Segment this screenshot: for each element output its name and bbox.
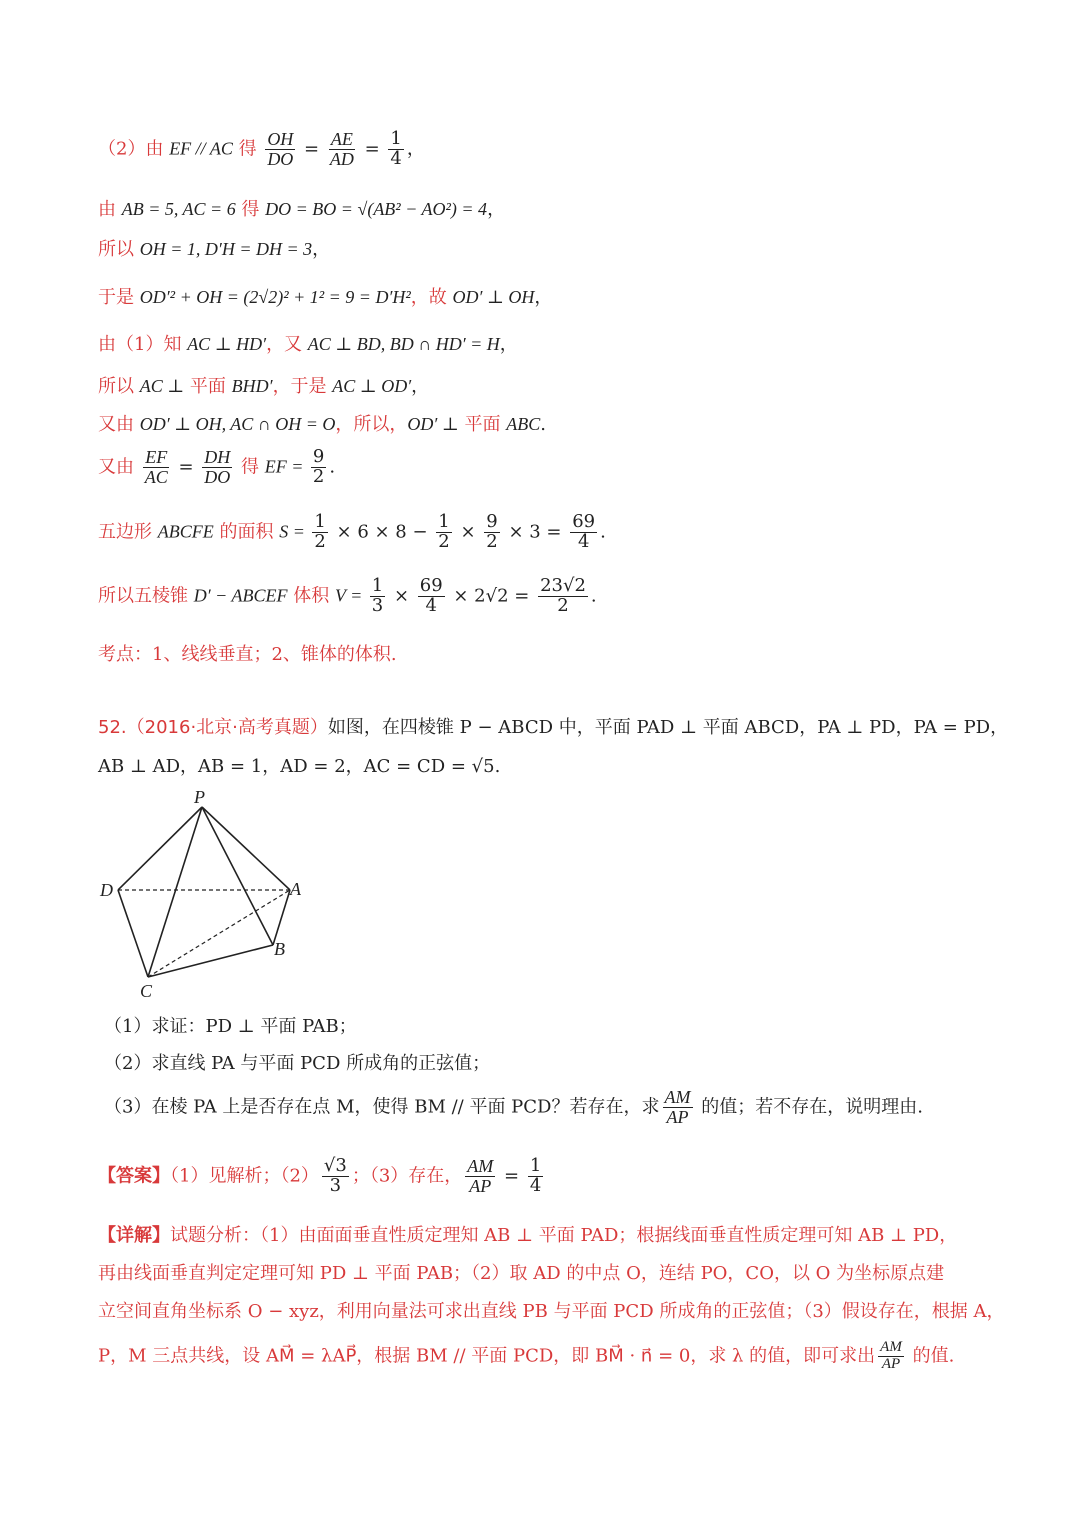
text: ，故 [410, 287, 453, 308]
text: 体积 [287, 585, 335, 607]
text: 平面 [184, 376, 232, 397]
text: ，于是 [272, 376, 333, 397]
problem-number: 52. [98, 717, 127, 738]
answer-line [98, 1157, 546, 1196]
solution-line-1 [98, 130, 425, 169]
numerator: 23√2 [540, 575, 586, 596]
vertex-label-C: C [140, 981, 153, 1001]
numerator: AM [880, 1339, 902, 1355]
punct: ， [499, 334, 518, 355]
detail-line-2: 再由线面垂直判定定理可知 PD ⊥ 平面 PAB；（2）取 AD 的中点 O，连结 PO，CO，以 O 为坐标原点建 [98, 1263, 945, 1284]
answer-tag: 【答案】 [98, 1165, 170, 1187]
detail-line-3: 立空间直角坐标系 O − xyz，利用向量法可求出直线 PB 与平面 PCD 所成角的正弦值；（3）假设存在，根据 A， [98, 1301, 1005, 1322]
problem-conditions: AB ⊥ AD，AB = 1，AD = 2，AC = CD = √5. [98, 756, 501, 777]
math: × 3 = [502, 521, 568, 543]
math: × 2√2 = [447, 585, 536, 607]
fraction [388, 130, 403, 169]
punct: . [540, 414, 546, 435]
fraction [322, 1157, 349, 1196]
math: EF = [264, 456, 308, 477]
fraction [370, 577, 385, 616]
numerator: 1 [371, 575, 384, 596]
math: × [388, 585, 415, 607]
punct: ， [534, 287, 553, 308]
detail-line-4 [98, 1340, 954, 1373]
denominator: AP [881, 1355, 901, 1372]
text: （2）由 [98, 138, 170, 160]
equals: = [358, 138, 386, 160]
vertex-label-B: B [274, 939, 285, 959]
question-2: （2）求直线 PA 与平面 PCD 所成角的正弦值； [104, 1053, 491, 1074]
denominator: 3 [371, 594, 384, 616]
text: P，M 三点共线，设 AM⃗ = λAP⃗，根据 BM // 平面 PCD，即 BM⃗ · n⃗ = 0，求 λ 的值，即可求出 [98, 1345, 876, 1367]
detail-tag: 【详解】 [98, 1225, 170, 1246]
math: BHD′ [231, 376, 273, 396]
question-1: （1）求证：PD ⊥ 平面 PAB； [104, 1016, 357, 1037]
solution-line-7 [98, 410, 546, 436]
numerator: 1 [390, 128, 402, 149]
text: ，又 [266, 334, 308, 355]
text: 的面积 [213, 521, 280, 543]
fraction [312, 513, 327, 552]
text: （1）见解析；（2） [170, 1165, 319, 1187]
numerator: 9 [312, 446, 325, 467]
solution-line-3 [98, 235, 330, 261]
denominator: 2 [438, 530, 450, 552]
denominator: 4 [577, 530, 590, 552]
fraction [484, 513, 499, 552]
fraction [311, 448, 326, 487]
text: 又由 [98, 414, 140, 435]
numerator: 69 [419, 575, 443, 596]
numerator: 1 [438, 511, 450, 532]
denominator: 3 [329, 1174, 342, 1196]
fraction [528, 1157, 543, 1196]
problem-source: （2016·北京·高考真题） [126, 717, 328, 738]
edge-PA [202, 807, 290, 890]
numerator: 1 [314, 511, 326, 532]
text: ，所以， [335, 414, 408, 435]
text: 得 [232, 138, 263, 160]
math: × 6 × 8 − [330, 521, 434, 543]
fraction [265, 130, 295, 169]
text: 的值. [906, 1345, 955, 1367]
fraction [436, 513, 451, 552]
punct: . [600, 521, 606, 543]
fraction [418, 577, 445, 616]
numerator: 69 [572, 511, 596, 532]
fraction [538, 577, 588, 616]
math: ABCFE [157, 521, 214, 542]
denominator: AP [469, 1175, 492, 1196]
fraction [663, 1088, 693, 1127]
text: 由 [98, 199, 122, 220]
punct: . [329, 456, 336, 478]
solution-line-10 [98, 577, 597, 616]
problem-header [98, 713, 1008, 739]
numerator: 9 [486, 511, 498, 532]
text: 于是 [98, 287, 140, 308]
solution-knowledge-points: 考点：1、线线垂直；2、锥体的体积. [98, 644, 397, 665]
numerator: OH [267, 129, 294, 149]
fraction [570, 513, 597, 552]
math: ABC [506, 414, 541, 434]
solution-line-2 [98, 195, 505, 221]
numerator: AE [330, 129, 353, 149]
hidden-edge-CA [148, 890, 290, 977]
math: OD′ ⊥ [407, 414, 459, 434]
denominator: 2 [486, 530, 498, 552]
vertex-label-A: A [290, 879, 301, 899]
punct: ， [411, 376, 430, 397]
text: 所以 [98, 239, 140, 260]
equals: = [298, 138, 325, 160]
edge-CB [148, 945, 273, 977]
solution-line-6 [98, 372, 429, 398]
text: ；（3）存在， [351, 1165, 463, 1187]
pyramid-figure [90, 785, 320, 1005]
math: S = [279, 521, 310, 542]
math: OH = 1, D′H = DH = 3 [139, 239, 313, 259]
text: 所以五棱锥 [98, 585, 194, 607]
math: OD′ ⊥ OH [452, 287, 535, 307]
denominator: AP [666, 1106, 689, 1127]
math: × [454, 521, 482, 543]
solution-line-4 [98, 283, 552, 309]
numerator: AM [467, 1156, 494, 1176]
denominator: 2 [312, 465, 325, 487]
numerator: DH [204, 447, 231, 467]
math: EF // AC [169, 138, 233, 159]
text: 由（1）知 [98, 334, 188, 355]
numerator: √3 [323, 1155, 347, 1176]
numerator: AM [664, 1087, 691, 1107]
punct: ， [406, 138, 425, 160]
math: AC ⊥ BD, BD ∩ HD′ = H [307, 334, 500, 354]
vertex-label-P: P [194, 787, 205, 807]
solution-line-9 [98, 513, 606, 552]
text: 又由 [98, 456, 140, 478]
edge-PC [148, 807, 202, 977]
text: 得 [235, 456, 265, 478]
fraction [143, 448, 170, 487]
denominator: 2 [314, 530, 326, 552]
denominator: AC [144, 466, 168, 487]
math: OD′² + OH = (2√2)² + 1² = 9 = D′H² [139, 287, 411, 307]
equals: = [498, 1165, 525, 1187]
denominator: DO [267, 148, 294, 169]
text: 平面 [458, 414, 507, 435]
solution-line-8 [98, 448, 335, 487]
equals: = [172, 456, 200, 478]
math: AC ⊥ OD′ [332, 376, 412, 396]
punct: ， [312, 239, 331, 260]
fraction [328, 130, 356, 169]
denominator: DO [204, 466, 231, 487]
math: OD′ ⊥ OH, AC ∩ OH = O [139, 414, 336, 434]
punct: ， [487, 199, 506, 220]
edge-DC [118, 890, 148, 977]
solution-line-5 [98, 330, 518, 356]
math: AC ⊥ HD′ [187, 334, 267, 354]
math: DO = BO = √(AB² − AO²) = 4 [265, 199, 488, 219]
question-3 [104, 1088, 923, 1127]
edge-PB [202, 807, 273, 945]
denominator: 4 [425, 594, 437, 616]
math: D′ − ABCEF [193, 585, 288, 606]
text: 五边形 [98, 521, 158, 543]
denominator: AD [329, 148, 354, 169]
punct: . [590, 585, 597, 607]
math: AC ⊥ [139, 376, 185, 396]
detail-line-1 [98, 1221, 957, 1247]
vertex-label-D: D [100, 880, 113, 900]
text: 得 [235, 199, 266, 220]
denominator: 4 [390, 147, 402, 169]
text: 的值；若不存在，说明理由. [695, 1096, 923, 1118]
text: （3）在棱 PA 上是否存在点 M，使得 BM // 平面 PCD？若存在，求 [104, 1096, 660, 1118]
text: 所以 [98, 376, 140, 397]
numerator: EF [145, 447, 168, 467]
fraction [202, 448, 232, 487]
numerator: 1 [529, 1155, 542, 1176]
denominator: 2 [557, 594, 569, 616]
text: 试题分析：（1）由面面垂直性质定理知 AB ⊥ 平面 PAD；根据线面垂直性质定理可知 AB ⊥ PD， [170, 1225, 958, 1246]
math: V = [334, 585, 367, 606]
fraction [465, 1157, 495, 1196]
math: AB = 5, AC = 6 [121, 199, 236, 219]
problem-text: 如图，在四棱锥 P − ABCD 中，平面 PAD ⊥ 平面 ABCD，PA ⊥ PD，PA = PD， [327, 717, 1009, 738]
fraction [878, 1340, 904, 1373]
denominator: 4 [529, 1174, 542, 1196]
